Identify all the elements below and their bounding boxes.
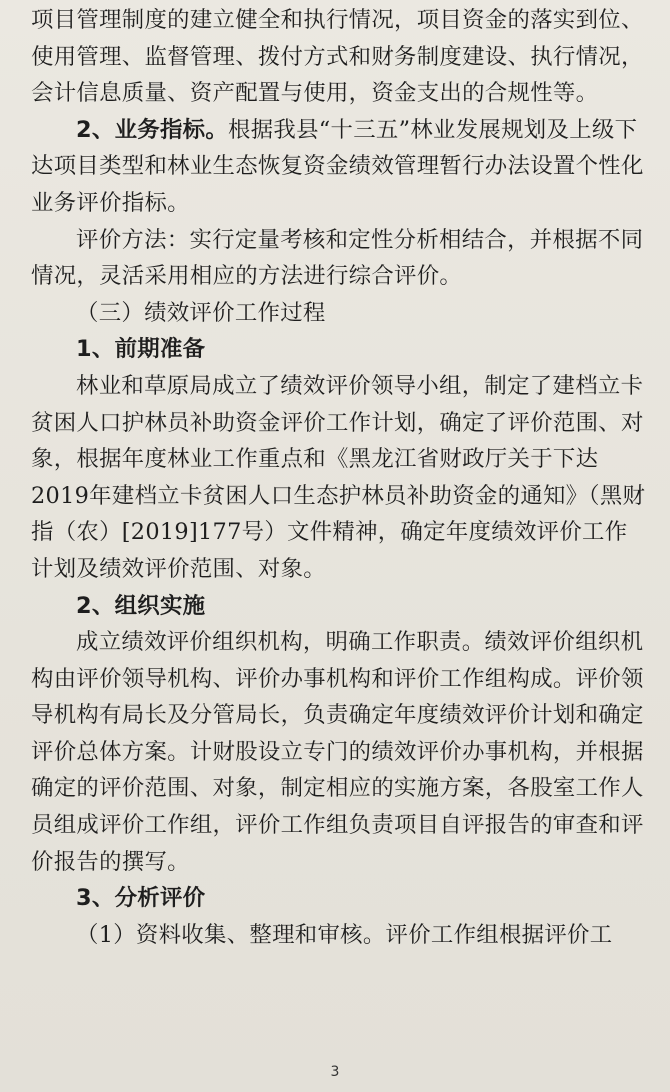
business-indicators-lead: 2、业务指标。 (76, 116, 229, 143)
paragraph-evaluation-method: 评价方法：实行定量考核和定性分析相结合，并根据不同情况，灵活采用相应的方法进行综合评价。 (31, 226, 644, 290)
business-indicators-body: 根据我县“十三五”林业发展规划及上级下达项目类型和林业生态恢复资金绩效管理暂行办法设置个性化业务评价指标。 (31, 116, 644, 216)
paragraph-implementation: 成立绩效评价组织机构，明确工作职责。绩效评价组织机构由评价领导机构、评价办事机构和评价工作组构成。评价领导机构有局长及分管局长，负责确定年度绩效评价计划和确定评价总体方案。计财股设立专门的绩效评价办事机构，并根据确定的评价范围、对象，制定相应的实施方案，各股室工作人员组成评价工作组，评价工作组负责项目自评报告的审查和评价报告的撰写。 (31, 629, 644, 875)
heading-preparation: 1、前期准备 (76, 336, 206, 363)
heading-implementation: 2、组织实施 (76, 592, 206, 619)
section-heading-process: （三）绩效评价工作过程 (76, 299, 326, 326)
heading-analysis: 3、分析评价 (76, 885, 206, 912)
paragraph-business-indicators (31, 112, 646, 222)
paragraph-preparation: 林业和草原局成立了绩效评价领导小组，制定了建档立卡贫困人口护林员补助资金评价工作计划，确定了评价范围、对象，根据年度林业工作重点和《黑龙江省财政厅关于下达2019年建档立卡贫困人口生态护林员补助资金的通知》（黑财指（农）[2019]177号）文件精神，确定年度绩效评价工作计划及绩效评价范围、对象。 (31, 372, 646, 582)
page-number: 3 (330, 1064, 340, 1080)
paragraph-scope: 项目管理制度的建立健全和执行情况，项目资金的落实到位、使用管理、监督管理、拨付方式和财务制度建设、执行情况，会计信息质量、资产配置与使用，资金支出的合规性等。 (31, 7, 644, 107)
paragraph-analysis: （1）资料收集、整理和审核。评价工作组根据评价工 (76, 921, 613, 948)
